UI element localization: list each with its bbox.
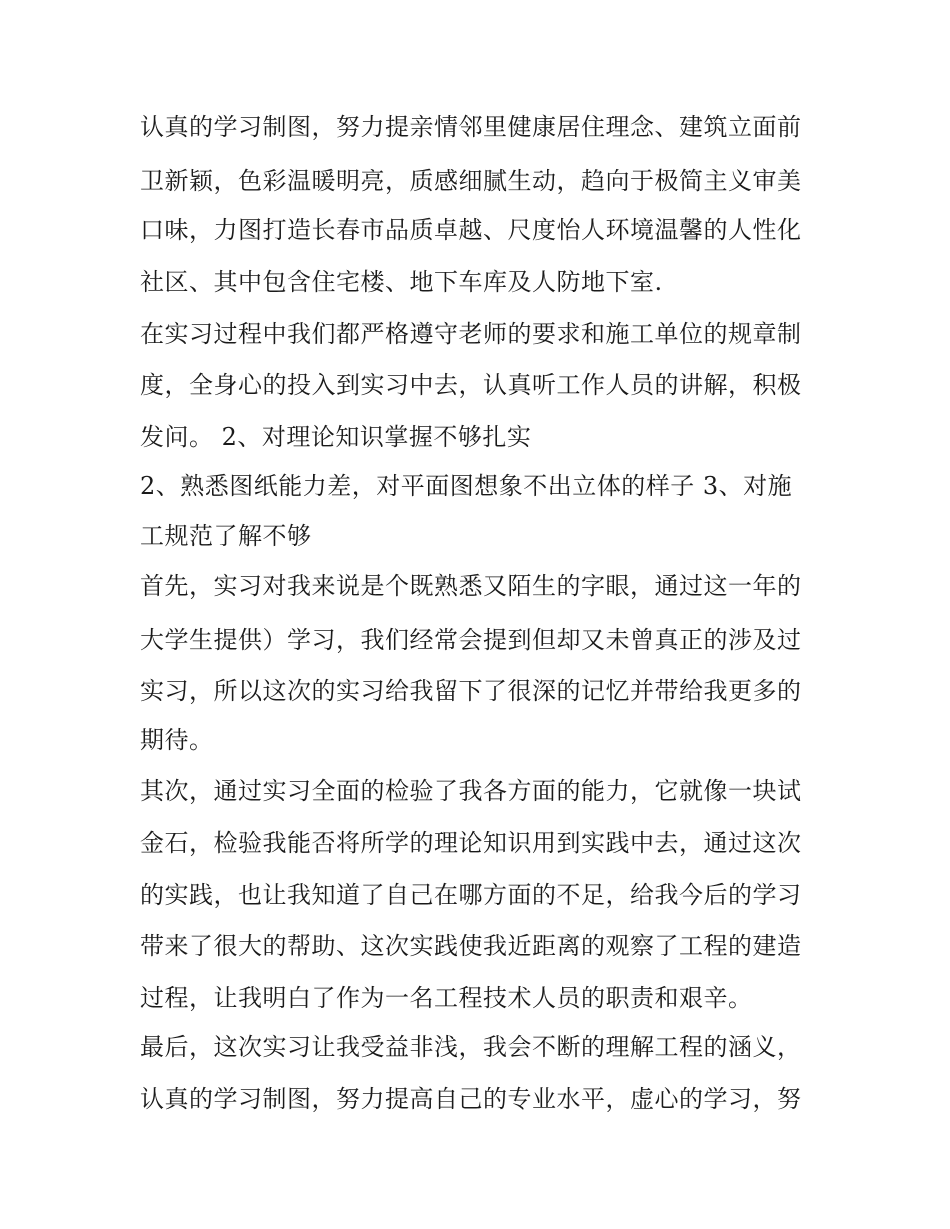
text-line: 金石，检验我能否将所学的理论知识用到实践中去，通过这次 bbox=[140, 829, 802, 857]
text-line: 首先，实习对我来说是个既熟悉又陌生的字眼，通过这一年的 bbox=[140, 572, 802, 600]
text-line: 期待。 bbox=[140, 726, 214, 754]
text-line: 过程，让我明白了作为一名工程技术人员的职责和艰辛。 bbox=[140, 984, 753, 1012]
text-line: 口味，力图打造长春市品质卓越、尺度怡人环境温馨的人性化 bbox=[140, 216, 802, 244]
text-line: 的实践，也让我知道了自己在哪方面的不足，给我今后的学习 bbox=[140, 881, 802, 909]
text-line: 卫新颖，色彩温暖明亮，质感细腻生动，趋向于极简主义审美 bbox=[140, 167, 802, 195]
text-line: 在实习过程中我们都严格遵守老师的要求和施工单位的规章制 bbox=[140, 320, 802, 348]
text-line: 发问。 2、对理论知识掌握不够扎实 bbox=[140, 423, 532, 451]
text-line: 工规范了解不够 bbox=[140, 522, 312, 550]
text-line: 认真的学习制图，努力提高自己的专业水平，虚心的学习，努 bbox=[140, 1085, 802, 1113]
text-line: 带来了很大的帮助、这次实践使我近距离的观察了工程的建造 bbox=[140, 932, 802, 960]
text-line: 认真的学习制图，努力提亲情邻里健康居住理念、建筑立面前 bbox=[140, 113, 802, 141]
text-line: 大学生提供）学习，我们经常会提到但却又未曾真正的涉及过 bbox=[140, 626, 802, 654]
text-line: 社区、其中包含住宅楼、地下车库及人防地下室. bbox=[140, 268, 663, 296]
text-line: 实习，所以这次的实习给我留下了很深的记忆并带给我更多的 bbox=[140, 677, 802, 705]
text-line: 2、熟悉图纸能力差，对平面图想象不出立体的样子 3、对施 bbox=[140, 472, 793, 500]
text-line: 最后，这次实习让我受益非浅，我会不断的理解工程的涵义， bbox=[140, 1033, 802, 1061]
text-line: 度，全身心的投入到实习中去，认真听工作人员的讲解，积极 bbox=[140, 371, 802, 399]
text-line: 其次，通过实习全面的检验了我各方面的能力，它就像一块试 bbox=[140, 777, 802, 805]
